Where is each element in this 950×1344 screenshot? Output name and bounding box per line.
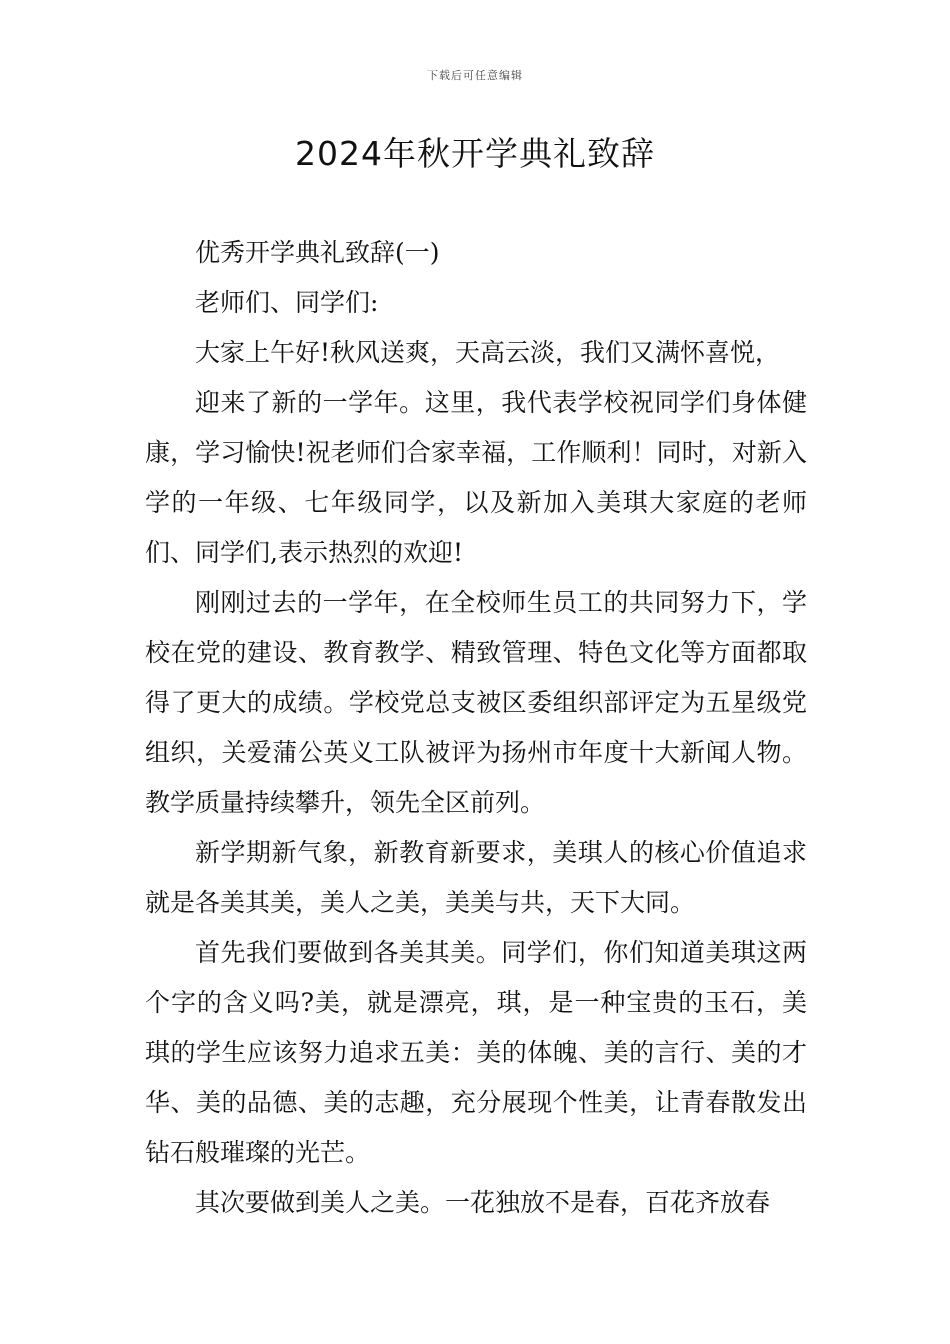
paragraph-heading: 优秀开学典礼致辞(一) [195, 238, 440, 267]
header-note: 下载后可任意编辑 [427, 69, 523, 82]
paragraph: 首先我们要做到各美其美。同学们，你们知道美琪这两个字的含义吗?美，就是漂亮，琪，是一种宝贵的玉石，美琪的学生应该努力追求五美：美的体魄、美的言行、美的才华、美的品德、美的志趣，充分展现个性美，让青春散发出钻石般璀璨的光芒。 [145, 938, 807, 1167]
paragraph: 刚刚过去的一学年，在全校师生员工的共同努力下，学校在党的建设、教育教学、精致管理、特色文化等方面都取得了更大的成绩。学校党总支被区委组织部评定为五星级党组织，关爱蒲公英义工队被评为扬州市年度十大新闻人物。教学质量持续攀升，领先全区前列。 [145, 588, 807, 817]
paragraph: 大家上午好!秋风送爽，天高云淡，我们又满怀喜悦， [195, 338, 781, 367]
paragraph: 新学期新气象，新教育新要求，美琪人的核心价值追求就是各美其美，美人之美，美美与共，天下大同。 [145, 838, 807, 917]
paragraph: 其次要做到美人之美。一花独放不是春，百花齐放春 [195, 1188, 771, 1217]
document-body [145, 228, 807, 1228]
document-title: 2024年秋开学典礼致辞 [295, 134, 655, 173]
paragraph-salutation: 老师们、同学们: [195, 288, 379, 317]
paragraph: 迎来了新的一学年。这里，我代表学校祝同学们身体健康，学习愉快!祝老师们合家幸福，工作顺利！同时，对新入学的一年级、七年级同学，以及新加入美琪大家庭的老师们、同学们,表示热烈的欢迎! [145, 388, 807, 567]
